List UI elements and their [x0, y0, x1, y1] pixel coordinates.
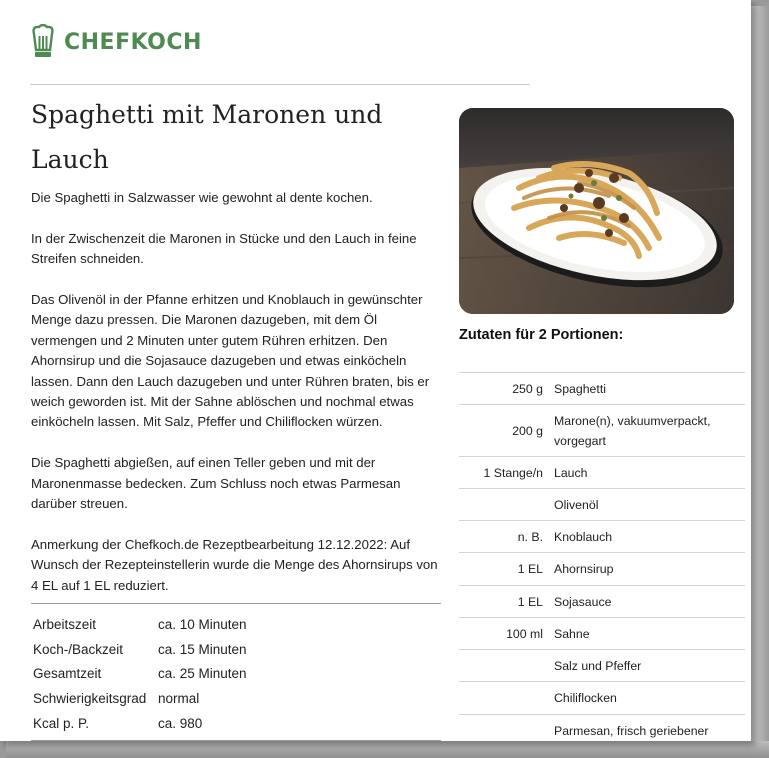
recipe-title-line1: Spaghetti mit Maronen und: [31, 100, 383, 129]
pasta-plate-image: [459, 108, 734, 314]
ingredient-row: [459, 553, 745, 586]
ingredients-heading: Zutaten für 2 Portionen:: [459, 327, 624, 343]
ingredient-amount: 250 g: [512, 381, 543, 396]
header-divider: [30, 84, 530, 85]
ingredient-name[interactable]: Spaghetti: [554, 381, 606, 396]
recipe-photo[interactable]: [459, 108, 734, 314]
ingredient-amount: [459, 682, 554, 715]
page-shadow-right: [751, 6, 769, 758]
meta-bottom-divider: [31, 740, 441, 741]
ingredient-row: [459, 715, 745, 742]
meta-value: ca. 25 Minuten: [158, 666, 247, 682]
ingredient-amount: [459, 650, 554, 682]
brand-name: CHEFKOCH: [64, 29, 202, 55]
meta-row-backzeit: [33, 637, 247, 662]
page-shadow-bottom: [6, 741, 769, 758]
ingredient-name[interactable]: Chiliflocken: [554, 691, 617, 705]
meta-value: normal: [158, 691, 200, 707]
instruction-paragraph: Das Olivenöl in der Pfanne erhitzen und Knoblauch in gewünschter Menge dazu pressen. Die Maronen dazugeben, mit dem Öl vermengen und 2 Minuten unter gutem Rühren erhitzen. Den Ahornsirup und die Sojasauce dazugeben und etwas einköcheln lassen. Dann den Lauch dazugeben und unter Rühren braten, bis er weich geworden ist. Mit der Sahne ablöschen und nochmal etwas einköcheln lassen. Mit Salz, Pfeffer und Chiliflocken würzen.: [31, 292, 430, 430]
ingredient-row: [459, 650, 745, 682]
recipe-instructions: [31, 188, 443, 616]
meta-label: Schwierigkeitsgrad: [33, 691, 147, 707]
ingredient-amount: n. B.: [517, 529, 543, 544]
ingredient-row: [459, 618, 745, 650]
meta-label: Kcal p. P.: [33, 716, 90, 732]
ingredient-row: [459, 682, 745, 715]
ingredient-row: [459, 457, 745, 489]
ingredient-amount: [459, 715, 554, 742]
meta-label: Gesamtzeit: [33, 666, 102, 682]
recipe-title-line2: Lauch: [31, 145, 109, 174]
ingredient-amount: 1 EL: [517, 562, 543, 576]
chefkoch-logo[interactable]: [30, 24, 202, 60]
ingredient-amount: 1 Stange/n: [483, 465, 543, 480]
ingredient-name[interactable]: Ahornsirup: [554, 562, 614, 576]
ingredient-amount: [459, 489, 554, 521]
ingredient-row: [459, 586, 745, 618]
meta-divider: [31, 603, 441, 604]
ingredient-name[interactable]: Lauch: [554, 465, 588, 480]
ingredient-name[interactable]: Marone(n), vakuumverpackt, vorgegart: [554, 413, 711, 448]
ingredient-row: [459, 489, 745, 521]
meta-row-arbeitszeit: [33, 612, 247, 637]
meta-row-gesamtzeit: [33, 662, 247, 687]
ingredient-name[interactable]: Parmesan, frisch geriebener: [554, 723, 709, 738]
meta-value: ca. 980: [158, 716, 203, 732]
ingredients-table: [459, 372, 745, 741]
ingredient-name[interactable]: Salz und Pfeffer: [554, 658, 642, 673]
ingredient-row: [459, 373, 745, 405]
instruction-paragraph: In der Zwischenzeit die Maronen in Stücke und den Lauch in feine Streifen schneiden.: [31, 230, 417, 267]
ingredient-amount: 1 EL: [517, 594, 543, 609]
ingredient-name[interactable]: Olivenöl: [554, 497, 599, 512]
ingredient-row: [459, 521, 745, 553]
ingredient-amount: 200 g: [512, 423, 543, 438]
editor-note: Anmerkung der Chefkoch.de Rezeptbearbeitung 12.12.2022: Auf Wunsch der Rezepteinstellerin wurde die Menge des Ahornsirups von 4 EL auf 1 EL reduziert.: [31, 536, 438, 593]
recipe-title: [31, 92, 451, 182]
meta-label: Koch-/Backzeit: [33, 641, 124, 657]
ingredient-name[interactable]: Sojasauce: [554, 594, 612, 609]
meta-row-kcal: [33, 711, 247, 736]
meta-value: ca. 10 Minuten: [158, 616, 247, 632]
ingredient-name[interactable]: Knoblauch: [554, 529, 613, 544]
meta-label: Arbeitszeit: [33, 616, 97, 632]
ingredient-name[interactable]: Sahne: [554, 626, 590, 641]
chef-hat-icon: [30, 24, 56, 60]
ingredient-row: [459, 405, 745, 457]
instruction-paragraph: Die Spaghetti in Salzwasser wie gewohnt al dente kochen.: [31, 190, 373, 205]
recipe-meta-table: [33, 612, 247, 736]
instruction-paragraph: Die Spaghetti abgießen, auf einen Teller geben und mit der Maronenmasse bedecken. Zum Schluss noch etwas Parmesan darüber streuen.: [31, 455, 401, 512]
meta-row-schwierigkeit: [33, 686, 247, 711]
meta-value: ca. 15 Minuten: [158, 641, 247, 657]
ingredient-amount: 100 ml: [506, 626, 543, 641]
